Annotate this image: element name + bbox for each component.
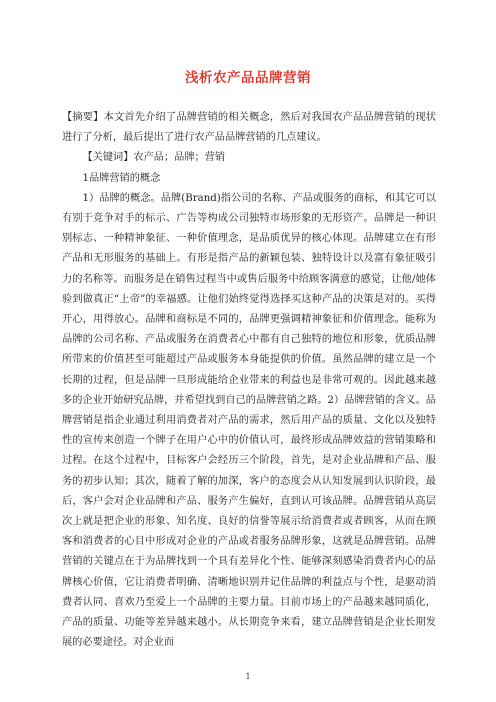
keywords-line: 【关键词】农产品；品牌；营销	[82, 152, 226, 164]
document-title: 浅析农产品品牌营销	[185, 70, 311, 86]
document-body	[62, 108, 436, 653]
page-number: 1	[245, 672, 251, 681]
body-paragraph: 1）品牌的概念。品牌(Brand)指公司的名称、产品或服务的商标，和其它可以有别于竞争对手的标示、广告等构成公司独特市场形象的无形资产。品牌是一种识别标志、一种精神象征、一种价值理念，是品质优异的核心体现。品牌建立在有形产品和无形服务的基础上。有形是指产品的新颖包装、独特设计以及富有象征吸引力的名称等。而服务是在销售过程当中或售后服务中给顾客满意的感觉，让他/她体验到做真正“上帝”的幸福感。让他们始终觉得选择买这种产品的决策是对的。买得开心，用得放心。品牌和商标是不同的，品牌更强调精神象征和价值理念。能称为品牌的公司名称、产品或服务在消费者心中都有自己独特的地位和形象，优质品牌所带来的价值甚至可能超过产品或服务本身能提供的价值。虽然品牌的建立是一个长期的过程，但是品牌一旦形成能给企业带来的利益也是非常可观的。因此越来越多的企业开始研究品牌，并希望找到自己的品牌营销之路。2）品牌营销的含义。品牌营销是指企业通过利用消费者对产品的需求，然后用产品的质量、文化以及独特性的宣传来创造一个牌子在用户心中的价值认可，最终形成品牌效益的营销策略和过程。在这个过程中，目标客户会经历三个阶段，首先，是对企业品牌和产品、服务的初步认知；其次，随着了解的加深，客户的态度会从认知发展到认识阶段，最后，客户会对企业品牌和产品、服务产生偏好，直到认可该品牌。品牌营销从高层次上就是把企业的形象、知名度、良好的信誉等展示给消费者或者顾客，从而在顾客和消费者的心目中形成对企业的产品或者服务品牌形象，这就是品牌营销。品牌营销的关键点在于为品牌找到一个具有差异化个性、能够深刻感染消费者内心的品牌核心价值，它让消费者明确、清晰地识别并记住品牌的利益点与个性，是驱动消费者认同、喜欢乃至爱上一个品牌的主要力量。目前市场上的产品越来越同质化，产品的质量、功能等差异越来越小。从长期竞争来看，建立品牌营销是企业长期发展的必要途径。对企业而	[62, 192, 436, 649]
abstract-paragraph: 【摘要】本文首先介绍了品牌营销的相关概念，然后对我国农产品品牌营销的现状进行了分析，最后提出了进行农产品品牌营销的几点建议。	[62, 112, 436, 144]
section-heading: 1品牌营销的概念	[82, 172, 161, 184]
